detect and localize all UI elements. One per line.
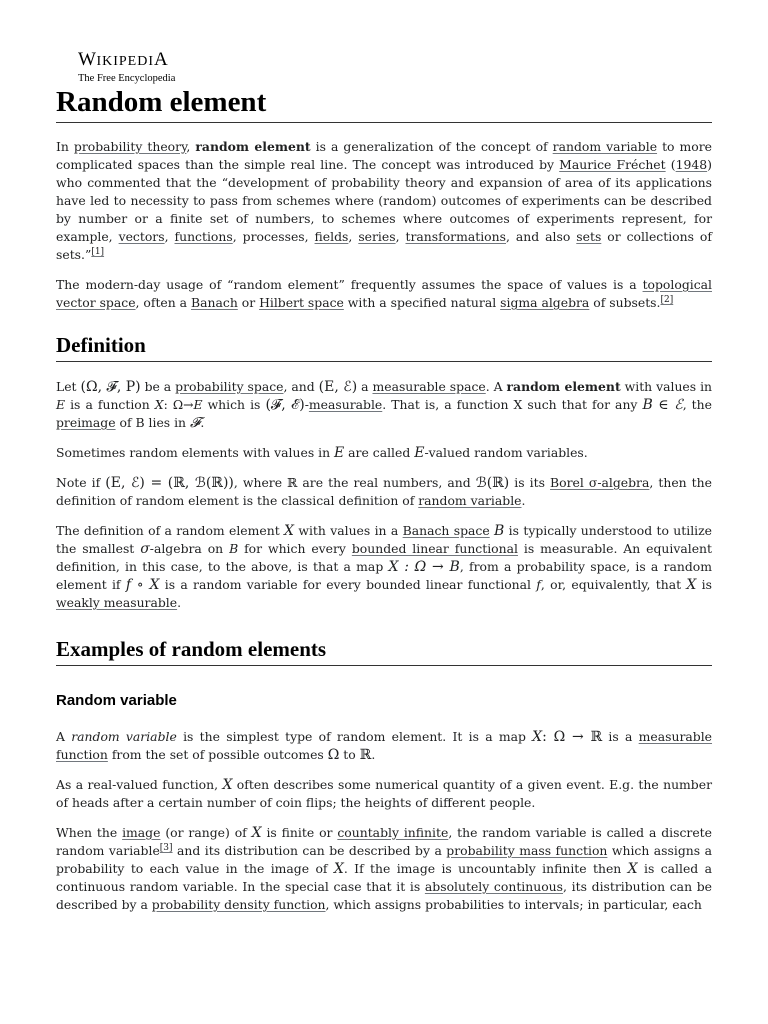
link-borel-sigma-algebra[interactable]: Borel σ-algebra xyxy=(550,475,650,490)
examples-paragraph-1: A random variable is the simplest type of random element. It is a map X: Ω → ℝ is a measurable function from the set of possible outcomes Ω to ℝ. xyxy=(56,729,713,763)
link-probability-mass-function[interactable]: probability mass function xyxy=(446,843,608,858)
intro-paragraph-1: In probability theory, random element is a generalization of the concept of random variable to more complicated spaces than the simple real line. The concept was introduced by Maurice Fréchet (1948) who commented that the “development of probability theory and expansion of area of its applications have led to necessity to pass from schemes where (random) outcomes of experiments can be described by number or a finite set of numbers, to schemes where outcomes of experiments represent, for example, vectors, functions, processes, fields, series, transformations, and also sets or collections of sets.”[1] xyxy=(56,139,713,262)
subsection-heading-random-variable: Random variable xyxy=(56,692,177,709)
link-fields[interactable]: fields xyxy=(314,229,349,244)
definition-paragraph-2: Sometimes random elements with values in E are called E-valued random variables. xyxy=(56,445,588,461)
link-measurable[interactable]: measurable xyxy=(308,397,383,412)
citation-3[interactable]: [3] xyxy=(159,842,173,853)
citation-2[interactable]: [2] xyxy=(660,294,674,305)
definition-paragraph-1: Let (Ω, 𝓕, P) be a probability space, and (E, ℰ) a measurable space. A random element with values in E is a function X: Ω→E which is (𝓕, ℰ)-measurable. That is, a function X such that for any B ∈ ℰ, the preimage of B lies in 𝓕. xyxy=(56,379,713,431)
section-heading-examples: Examples of random elements xyxy=(56,636,712,666)
link-banach-space[interactable]: Banach space xyxy=(402,523,490,538)
link-countably-infinite[interactable]: countably infinite xyxy=(337,825,449,840)
link-topological-vector-space[interactable]: topological vector space xyxy=(56,277,712,310)
link-preimage[interactable]: preimage xyxy=(56,415,116,430)
logo-wordmark: WIKIPEDIA xyxy=(78,49,169,70)
link-banach[interactable]: Banach xyxy=(191,295,238,310)
link-absolutely-continuous[interactable]: absolutely continuous xyxy=(424,879,564,894)
intro-paragraph-2: The modern-day usage of “random element” frequently assumes the space of values is a topological vector space, often a Banach or Hilbert space with a specified natural sigma algebra of subsets.[2] xyxy=(56,277,712,310)
link-probability-space[interactable]: probability space xyxy=(175,379,284,394)
citation-1[interactable]: [1] xyxy=(91,246,105,257)
link-sigma-algebra[interactable]: sigma algebra xyxy=(500,295,590,310)
link-measurable-function[interactable]: measurable function xyxy=(56,729,713,762)
page-title: Random element xyxy=(56,84,712,123)
link-maurice-frechet[interactable]: Maurice Fréchet xyxy=(559,157,666,172)
link-random-variable[interactable]: random variable xyxy=(552,139,658,154)
link-1948[interactable]: 1948 xyxy=(675,157,708,172)
link-measurable-space[interactable]: measurable space xyxy=(372,379,486,394)
logo-tagline: The Free Encyclopedia xyxy=(78,73,176,84)
definition-paragraph-3: Note if (E, ℰ) = (ℝ, ℬ(ℝ)), where ℝ are the real numbers, and ℬ(ℝ) is its Borel σ-algebra, then the definition of random element is the classical definition of random variable. xyxy=(56,475,712,508)
wikipedia-logo[interactable] xyxy=(78,50,175,85)
link-random-variable-2[interactable]: random variable xyxy=(418,493,522,508)
link-probability-theory[interactable]: probability theory xyxy=(73,139,187,154)
link-functions[interactable]: functions xyxy=(174,229,233,244)
examples-paragraph-2: As a real-valued function, X often describes some numerical quantity of a given event. E.g. the number of heads after a certain number of coin flips; the heights of different people. xyxy=(56,777,712,810)
article-body xyxy=(56,138,712,926)
link-image[interactable]: image xyxy=(122,825,161,840)
link-weakly-measurable[interactable]: weakly measurable xyxy=(56,595,178,610)
link-bounded-linear-functional[interactable]: bounded linear functional xyxy=(351,541,518,556)
section-heading-definition: Definition xyxy=(56,332,712,362)
link-transformations[interactable]: transformations xyxy=(405,229,506,244)
link-probability-density-function[interactable]: probability density function xyxy=(151,897,326,912)
link-vectors[interactable]: vectors xyxy=(118,229,165,244)
link-sets[interactable]: sets xyxy=(576,229,602,244)
link-series[interactable]: series xyxy=(358,229,396,244)
examples-paragraph-3: When the image (or range) of X is finite or countably infinite, the random variable is called a discrete random variable[3] and its distribution can be described by a probability mass function which assigns a probability to each value in the image of X. If the image is uncountably infinite then X is called a continuous random variable. In the special case that it is absolutely continuous, its distribution can be described by a probability density function, which assigns probabilities to intervals; in particular, each xyxy=(56,825,712,912)
link-hilbert-space[interactable]: Hilbert space xyxy=(259,295,344,310)
definition-paragraph-4: The definition of a random element X with values in a Banach space B is typically understood to utilize the smallest σ-algebra on B for which every bounded linear functional is measurable. An equivalent definition, in this case, to the above, is that a map X : Ω → B, from a probability space, is a random element if f ∘ X is a random variable for every bounded linear functional f, or, equivalently, that X is weakly measurable. xyxy=(56,523,712,610)
